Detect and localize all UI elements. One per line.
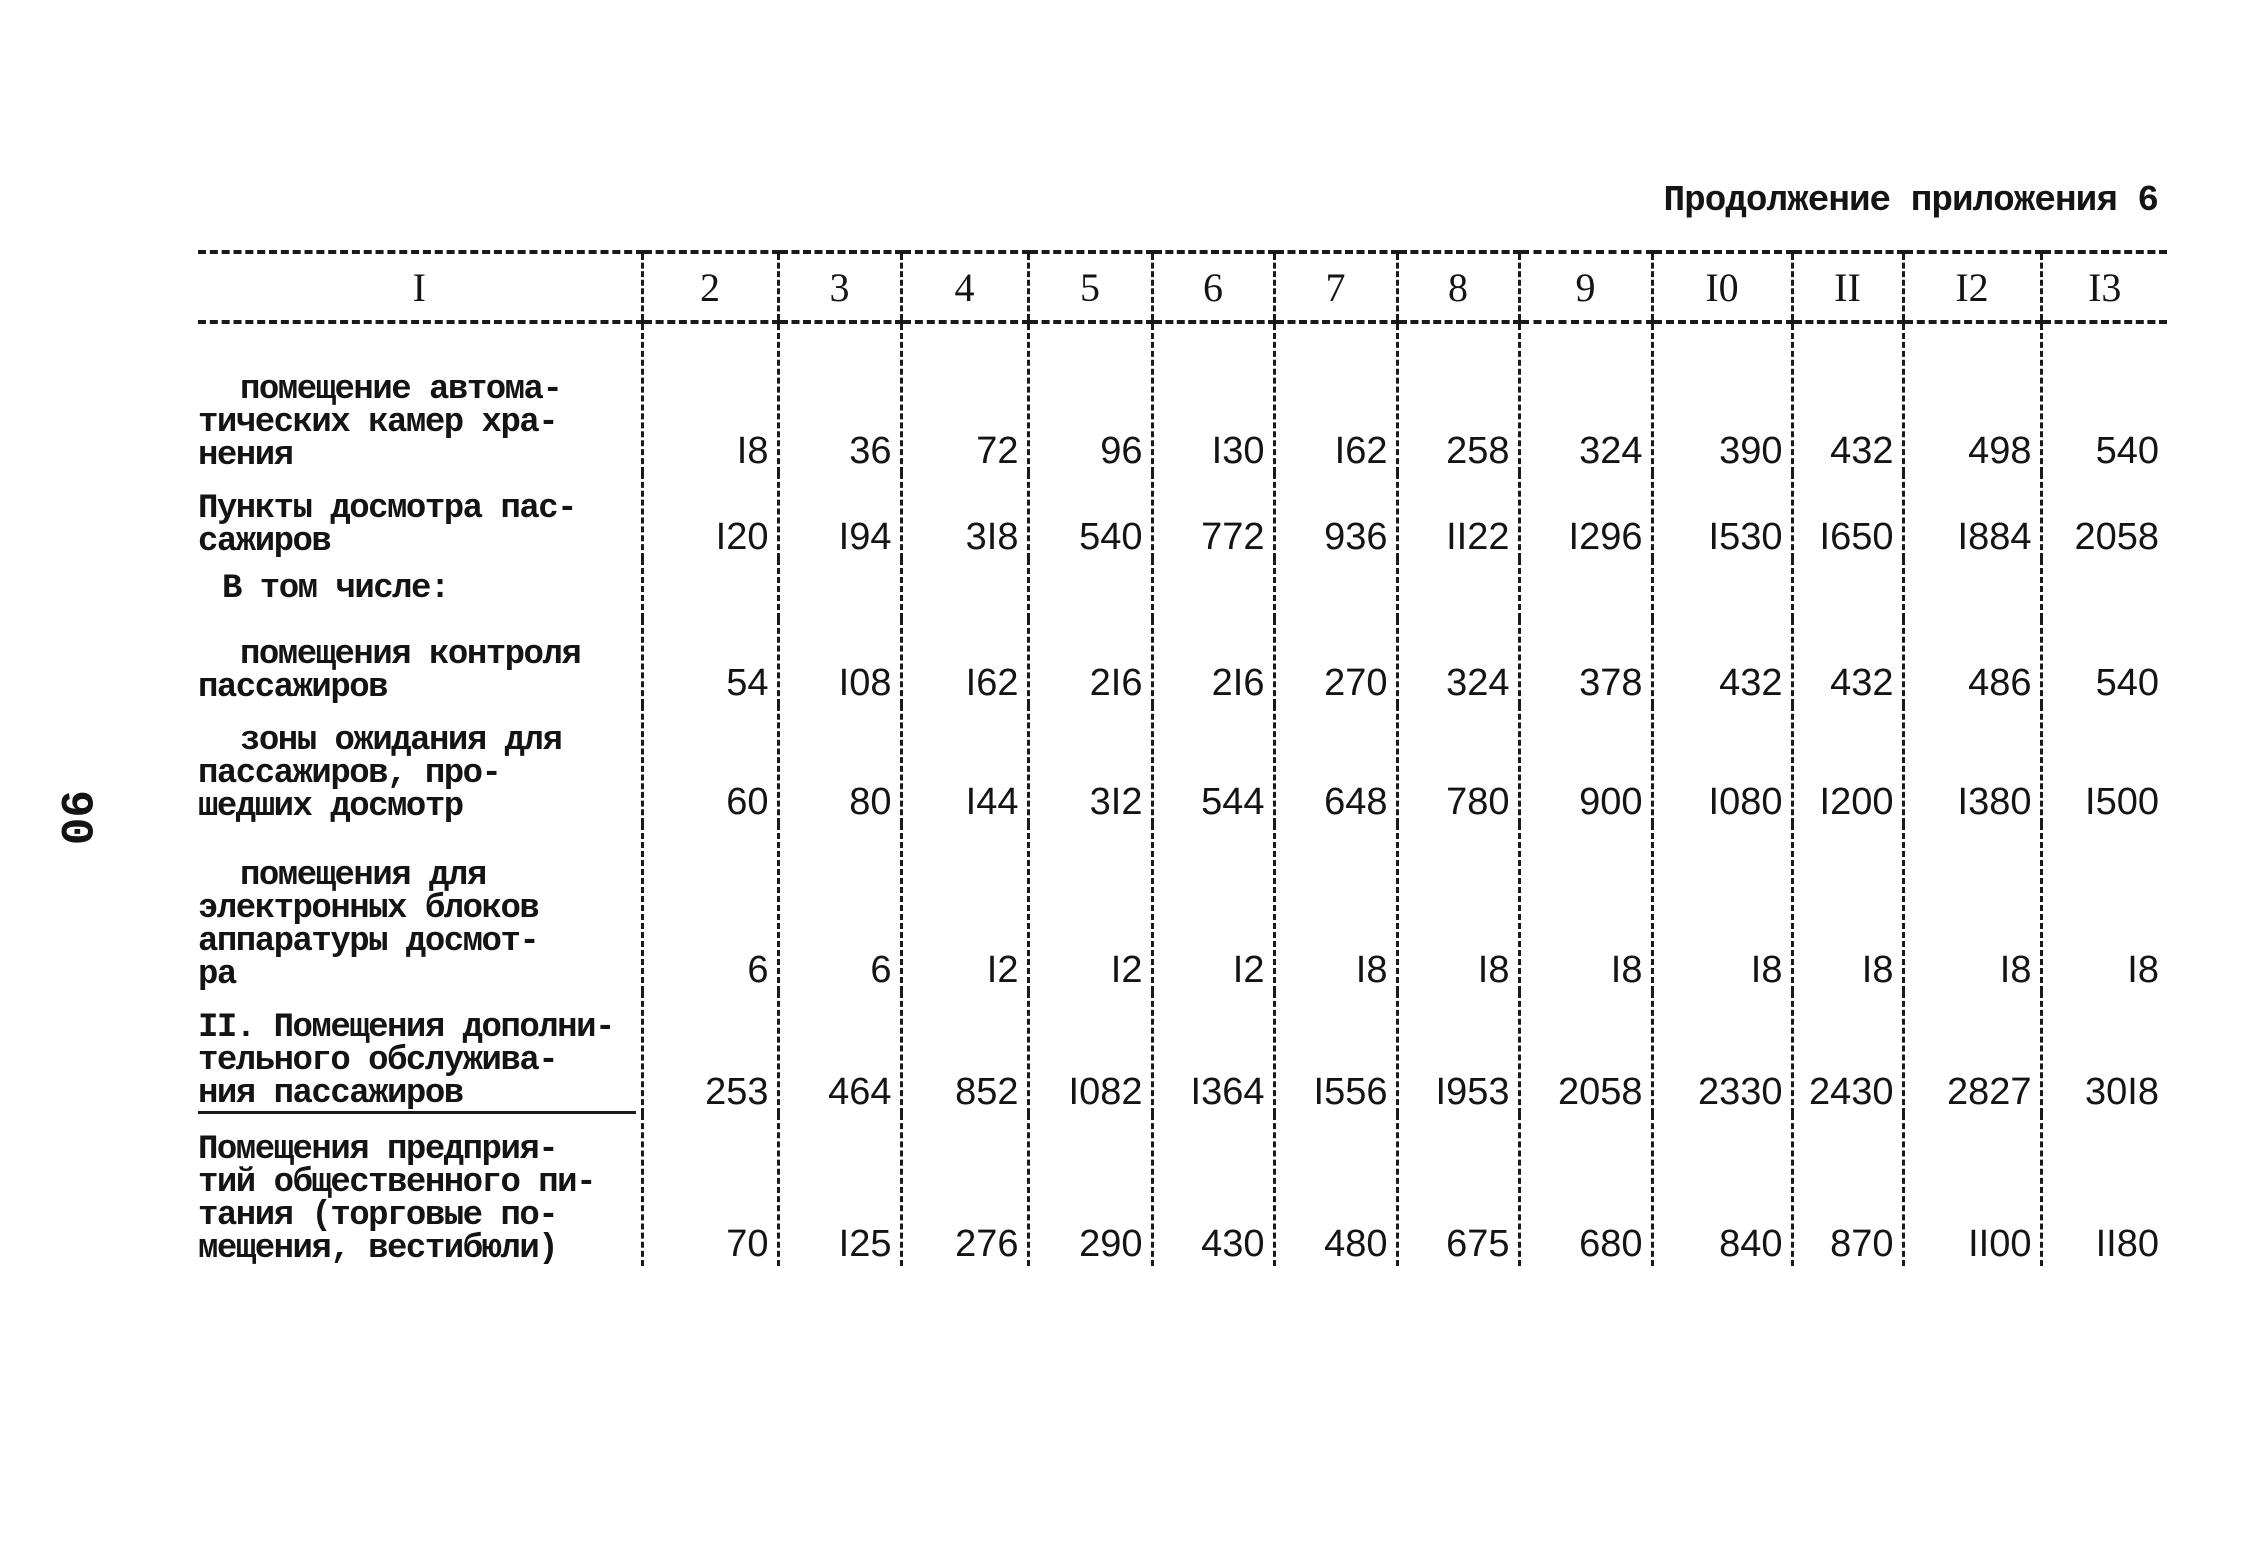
table-cell: 2I6 — [1152, 619, 1274, 705]
table-cell — [1652, 559, 1792, 619]
table-cell: 290 — [1028, 1114, 1152, 1266]
table-cell: 390 — [1652, 322, 1792, 473]
row-label — [198, 1114, 642, 1266]
table-row — [198, 322, 2167, 473]
table-cell: I8 — [1652, 824, 1792, 992]
table-cell: II00 — [1903, 1114, 2041, 1266]
table-header — [198, 252, 2167, 322]
column-header-9: 9 — [1519, 252, 1652, 322]
table-row — [198, 1114, 2167, 1266]
row-label — [198, 824, 642, 992]
table-cell: 675 — [1397, 1114, 1519, 1266]
column-header-1: I — [198, 252, 642, 322]
table-cell: I8 — [642, 322, 778, 473]
table-cell: 480 — [1274, 1114, 1397, 1266]
continuation-title: Продолжение приложения 6 — [1663, 180, 2158, 221]
column-header-12: I2 — [1903, 252, 2041, 322]
table-cell — [1274, 559, 1397, 619]
table-cell: 432 — [1652, 619, 1792, 705]
table-cell: 36 — [778, 322, 901, 473]
table-cell — [1792, 559, 1903, 619]
table-cell: 870 — [1792, 1114, 1903, 1266]
table-cell — [901, 559, 1028, 619]
table-cell: 2827 — [1903, 992, 2041, 1114]
column-header-5: 5 — [1028, 252, 1152, 322]
column-header-10: I0 — [1652, 252, 1792, 322]
table-cell: I8 — [1519, 824, 1652, 992]
table-cell: 772 — [1152, 473, 1274, 559]
table-cell: I8 — [1792, 824, 1903, 992]
table-cell: I080 — [1652, 705, 1792, 824]
table-cell: I8 — [1903, 824, 2041, 992]
table-cell: I44 — [901, 705, 1028, 824]
table-cell: 464 — [778, 992, 901, 1114]
table-cell: 378 — [1519, 619, 1652, 705]
table-cell: 270 — [1274, 619, 1397, 705]
table-cell: 30I8 — [2041, 992, 2167, 1114]
table-cell — [1903, 559, 2041, 619]
row-label-text: II. Помещения дополни- тельного обслужива- ния пассажиров — [198, 1012, 636, 1114]
table-cell: 852 — [901, 992, 1028, 1114]
table-cell: II22 — [1397, 473, 1519, 559]
table-row — [198, 992, 2167, 1114]
table-cell: 680 — [1519, 1114, 1652, 1266]
table-cell: 2058 — [1519, 992, 1652, 1114]
column-header-8: 8 — [1397, 252, 1519, 322]
table-cell — [1028, 559, 1152, 619]
table-cell: I364 — [1152, 992, 1274, 1114]
row-label — [198, 322, 642, 473]
table-cell: I94 — [778, 473, 901, 559]
table-row — [198, 473, 2167, 559]
table-cell: I500 — [2041, 705, 2167, 824]
table-cell: 276 — [901, 1114, 1028, 1266]
table-cell: I20 — [642, 473, 778, 559]
table-row — [198, 705, 2167, 824]
table-cell: I08 — [778, 619, 901, 705]
table-cell: I556 — [1274, 992, 1397, 1114]
table-cell: I8 — [1397, 824, 1519, 992]
table-cell: 540 — [1028, 473, 1152, 559]
row-label-text: зоны ожидания для пассажиров, про- шедших досмотр — [198, 722, 562, 826]
table-cell: 6 — [778, 824, 901, 992]
table-cell: I62 — [901, 619, 1028, 705]
table-cell: I884 — [1903, 473, 2041, 559]
table-cell: I380 — [1903, 705, 2041, 824]
table-cell: 2I6 — [1028, 619, 1152, 705]
table-cell — [2041, 559, 2167, 619]
table-cell — [1519, 559, 1652, 619]
table-cell: I2 — [901, 824, 1028, 992]
table-cell: I2 — [1152, 824, 1274, 992]
row-label — [198, 992, 642, 1114]
table-cell: I530 — [1652, 473, 1792, 559]
table-cell: 3I2 — [1028, 705, 1152, 824]
table-cell — [1397, 559, 1519, 619]
table-cell: I296 — [1519, 473, 1652, 559]
row-label — [198, 473, 642, 559]
table-cell: 544 — [1152, 705, 1274, 824]
table-cell: 2330 — [1652, 992, 1792, 1114]
table-cell — [642, 559, 778, 619]
table-cell — [1152, 559, 1274, 619]
table-cell: 70 — [642, 1114, 778, 1266]
table-cell: 60 — [642, 705, 778, 824]
column-header-6: 6 — [1152, 252, 1274, 322]
page-number: 90 — [48, 790, 100, 846]
column-header-4: 4 — [901, 252, 1028, 322]
row-label-text: помещение автома- тических камер хра- нения — [198, 371, 562, 475]
table-cell: I200 — [1792, 705, 1903, 824]
table-cell: 540 — [2041, 619, 2167, 705]
table-cell: I8 — [2041, 824, 2167, 992]
table-cell: 324 — [1519, 322, 1652, 473]
table-cell: 936 — [1274, 473, 1397, 559]
row-label-text: Пункты досмотра пас- сажиров — [198, 490, 577, 561]
row-label-text: В том числе: — [222, 569, 449, 608]
table-cell: 96 — [1028, 322, 1152, 473]
table-cell: I62 — [1274, 322, 1397, 473]
header-row — [198, 252, 2167, 322]
data-table — [198, 250, 2167, 1266]
table-cell: 3I8 — [901, 473, 1028, 559]
column-header-2: 2 — [642, 252, 778, 322]
table-cell: 253 — [642, 992, 778, 1114]
table-body — [198, 322, 2167, 1266]
column-header-3: 3 — [778, 252, 901, 322]
row-label-text: Помещения предприя- тий общественного пи- тания (торговые по- мещения, вестибюли) — [198, 1131, 595, 1268]
table-row — [198, 559, 2167, 619]
column-header-7: 7 — [1274, 252, 1397, 322]
table-cell: I650 — [1792, 473, 1903, 559]
table-cell: 80 — [778, 705, 901, 824]
table-cell: 840 — [1652, 1114, 1792, 1266]
table-cell: 432 — [1792, 322, 1903, 473]
row-label-text: помещения для электронных блоков аппаратуры досмот- ра — [198, 857, 539, 994]
table-cell: I30 — [1152, 322, 1274, 473]
table-row — [198, 619, 2167, 705]
table-cell: 54 — [642, 619, 778, 705]
row-label — [198, 619, 642, 705]
table-cell: 432 — [1792, 619, 1903, 705]
table-cell: II80 — [2041, 1114, 2167, 1266]
table-cell: 72 — [901, 322, 1028, 473]
table-cell: 648 — [1274, 705, 1397, 824]
table-cell: 540 — [2041, 322, 2167, 473]
row-label — [198, 705, 642, 824]
data-table-wrapper — [198, 250, 2159, 1268]
column-header-11: II — [1792, 252, 1903, 322]
table-cell: 430 — [1152, 1114, 1274, 1266]
table-cell: I953 — [1397, 992, 1519, 1114]
table-cell: I25 — [778, 1114, 901, 1266]
table-cell: 486 — [1903, 619, 2041, 705]
table-cell: 498 — [1903, 322, 2041, 473]
table-cell: 324 — [1397, 619, 1519, 705]
row-label-text: помещения контроля пассажиров — [198, 636, 581, 707]
table-cell: I082 — [1028, 992, 1152, 1114]
table-cell: I8 — [1274, 824, 1397, 992]
row-label — [198, 559, 642, 619]
table-cell: 780 — [1397, 705, 1519, 824]
column-header-13: I3 — [2041, 252, 2167, 322]
table-cell: 2430 — [1792, 992, 1903, 1114]
table-cell: 2058 — [2041, 473, 2167, 559]
table-cell — [778, 559, 901, 619]
table-cell: 6 — [642, 824, 778, 992]
table-cell: I2 — [1028, 824, 1152, 992]
table-row — [198, 824, 2167, 992]
table-cell: 900 — [1519, 705, 1652, 824]
table-cell: 258 — [1397, 322, 1519, 473]
